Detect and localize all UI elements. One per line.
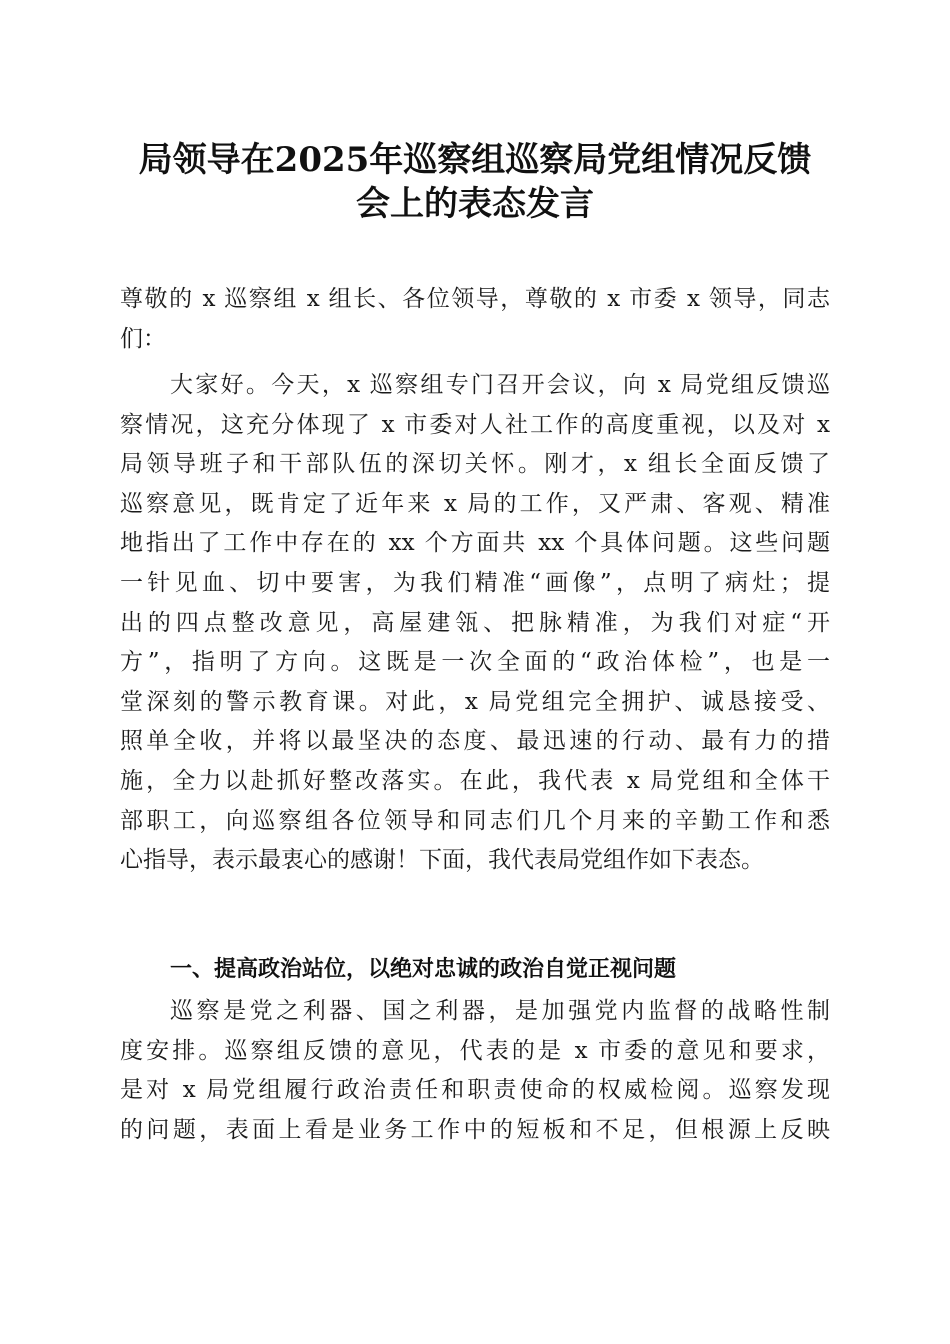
paragraph-opening (120, 366, 830, 881)
paragraph-line: 是对 x 局党组履行政治责任和职责使命的权威检阅。巡察发现 (120, 1077, 830, 1104)
paragraph-line: 巡察是党之利器、国之利器，是加强党内监督的战略性制 (170, 998, 830, 1024)
paragraph-line: 堂深刻的警示教育课。对此，x 局党组完全拥护、诚恳接受、 (120, 688, 830, 715)
salutation (120, 280, 830, 359)
paragraph-line: 心指导，表示最衷心的感谢！下面，我代表局党组作如下表态。 (120, 847, 764, 874)
paragraph-line: 地指出了工作中存在的 xx 个方面共 xx 个具体问题。这些问题 (120, 530, 830, 557)
paragraph-line: 一针见血、切中要害，为我们精准“画像”，点明了病灶；提 (120, 569, 830, 596)
document-title-line-1: 局领导在2025年巡察组巡察局党组情况反馈 (138, 140, 812, 180)
paragraph-line: 察情况，这充分体现了 x 市委对人社工作的高度重视，以及对 x (120, 411, 830, 438)
paragraph-line: 局领导班子和干部队伍的深切关怀。刚才，x 组长全面反馈了 (120, 451, 830, 478)
paragraph-line: 度安排。巡察组反馈的意见，代表的是 x 市委的意见和要求， (120, 1037, 830, 1064)
paragraph-line: 大家好。今天，x 巡察组专门召开会议，向 x 局党组反馈巡 (170, 372, 830, 398)
paragraph-section-1 (120, 992, 830, 1150)
paragraph-line: 的问题，表面上看是业务工作中的短板和不足，但根源上反映 (120, 1116, 830, 1143)
paragraph-line: 出的四点整改意见，高屋建瓴、把脉精准，为我们对症“开 (120, 609, 830, 636)
paragraph-line: 施，全力以赴抓好整改落实。在此，我代表 x 局党组和全体干 (120, 767, 830, 794)
paragraph-line: 巡察意见，既肯定了近年来 x 局的工作，又严肃、客观、精准 (120, 490, 830, 517)
salutation-line: 们： (120, 325, 166, 352)
paragraph-line: 部职工，向巡察组各位领导和同志们几个月来的辛勤工作和悉 (120, 807, 830, 834)
salutation-line: 尊敬的 x 巡察组 x 组长、各位领导，尊敬的 x 市委 x 领导，同志 (120, 286, 830, 312)
section-heading-1: 一、提高政治站位，以绝对忠诚的政治自觉正视问题 (170, 957, 677, 982)
paragraph-line: 方”，指明了方向。这既是一次全面的“政治体检”，也是一 (120, 649, 830, 676)
document-title-line-2: 会上的表态发言 (356, 184, 594, 224)
paragraph-line: 照单全收，并将以最坚决的态度、最迅速的行动、最有力的措 (120, 728, 830, 755)
